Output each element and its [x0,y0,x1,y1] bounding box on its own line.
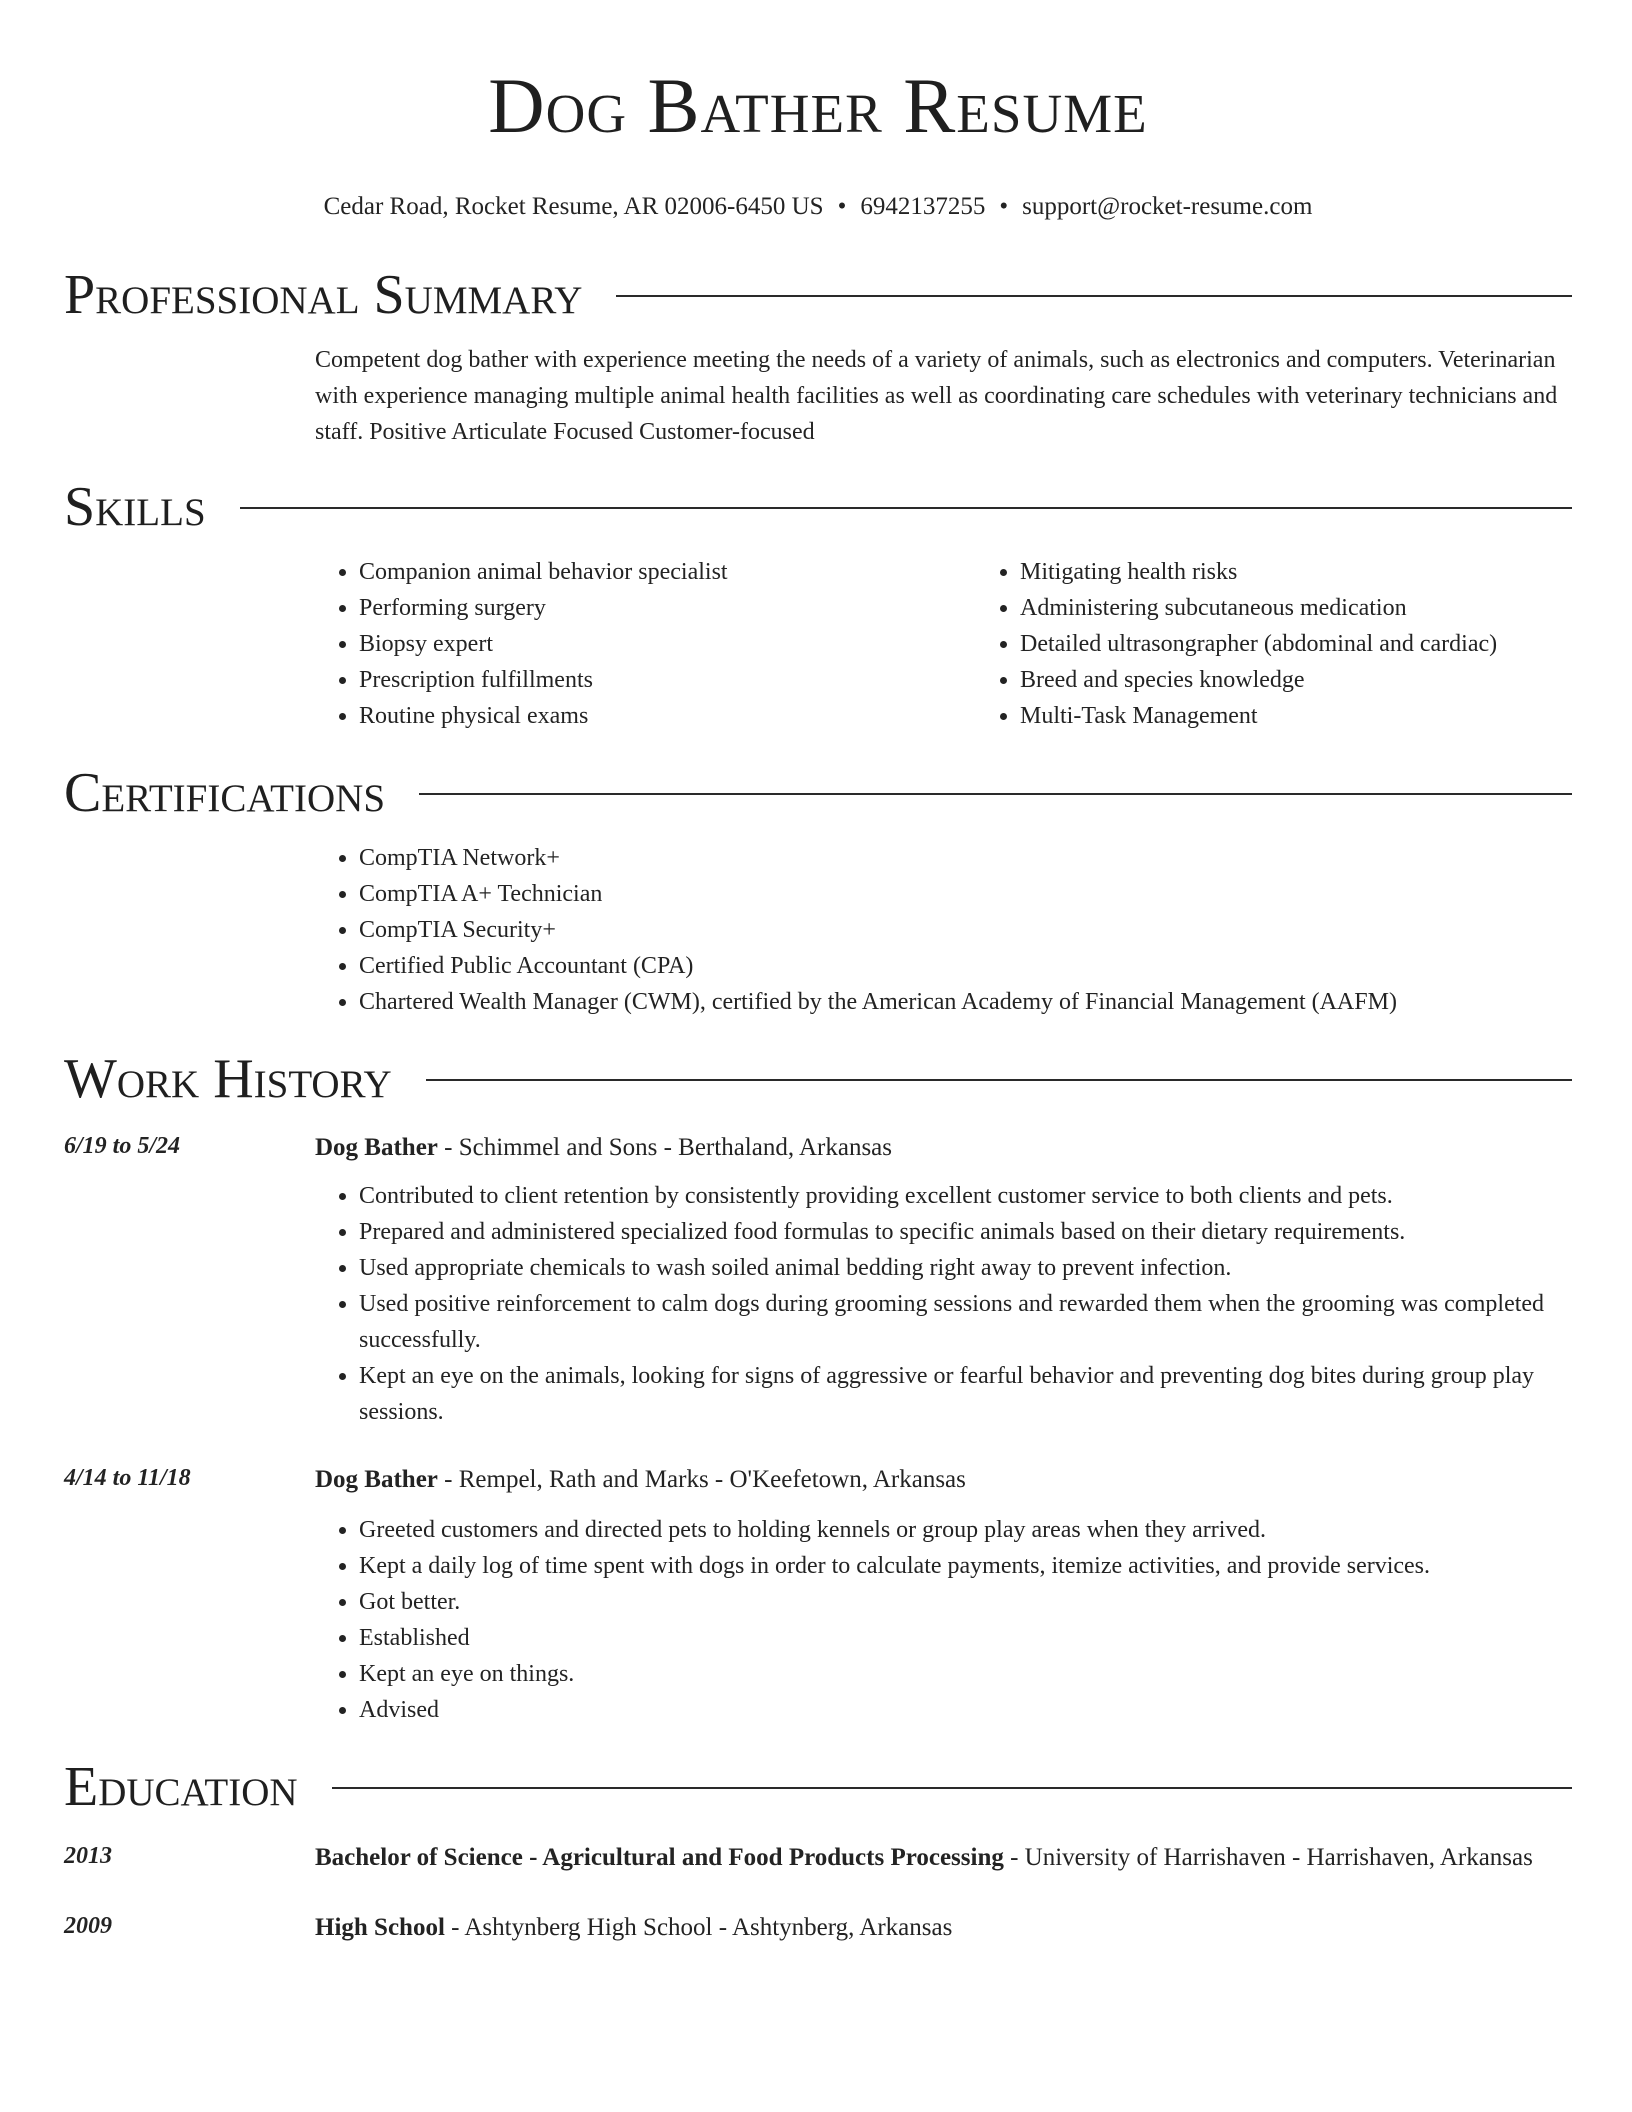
section-title: Certifications [64,762,386,824]
list-item: • Biopsy expert [359,626,932,662]
list-item: • Mitigating health risks [1020,554,1520,590]
separator: • [999,193,1009,220]
separator: • [837,193,847,220]
certifications-section [64,758,1572,1020]
section-title: Work History [64,1048,392,1110]
email-link[interactable]: support@rocket-resume.com [1022,193,1313,220]
job-bullets [315,1512,1572,1728]
list-item: • Kept a daily log of time spent with dogs in order to calculate payments, itemize activities, and provide services. [359,1548,1572,1584]
education-year: 2009 [64,1913,112,1939]
job-dates: 6/19 to 5/24 [64,1133,181,1159]
job-entry [64,1128,1572,1430]
job-role: Dog Bather [315,1134,438,1161]
skills-columns [315,554,1572,734]
section-divider [332,1787,1572,1789]
section-divider [419,793,1572,795]
job-dates: 4/14 to 11/18 [64,1465,191,1491]
summary-section [64,260,1572,450]
phone: 6942137255 [860,193,986,220]
work-history-section [64,1044,1572,1728]
list-item: • Advised [359,1692,1572,1728]
job-heading [315,1460,1572,1500]
list-item: • Certified Public Accountant (CPA) [359,948,1572,984]
list-item: • Contributed to client retention by consistently providing excellent customer service to both clients and pets. [359,1178,1572,1214]
section-header [64,1044,1572,1114]
list-item: • Breed and species knowledge [1020,662,1520,698]
job-body [315,1460,1572,1728]
job-heading [315,1128,1572,1168]
education-entry [64,1908,1572,1948]
section-divider [426,1079,1572,1081]
section-header [64,260,1572,330]
education-body [315,1838,1572,1878]
education-body [315,1908,1572,1948]
section-title: Education [64,1756,298,1818]
section-header [64,472,1572,542]
address: Cedar Road, Rocket Resume, AR 02006-6450 US [323,193,824,220]
section-title: Professional Summary [64,264,583,326]
section-header [64,1752,1572,1822]
section-divider [240,507,1572,509]
certifications-list [315,840,1572,1020]
list-item: • Prescription fulfillments [359,662,932,698]
education-heading [315,1838,1572,1878]
list-item: • Used appropriate chemicals to wash soiled animal bedding right away to prevent infection. [359,1250,1572,1286]
list-item: • CompTIA Security+ [359,912,1572,948]
contact-line [64,190,1572,224]
job-details: - Schimmel and Sons - Berthaland, Arkansas [437,1134,892,1161]
resume-page [64,0,1572,1948]
job-body [315,1128,1572,1430]
list-item: • Used positive reinforcement to calm dogs during grooming sessions and rewarded them when the grooming was completed successfully. [359,1286,1572,1358]
list-item: • Routine physical exams [359,698,932,734]
job-role: Dog Bather [315,1466,438,1493]
list-item: • Performing surgery [359,590,932,626]
skills-section [64,472,1572,734]
skills-list-left [315,554,932,734]
list-item: • Companion animal behavior specialist [359,554,932,590]
job-details: - Rempel, Rath and Marks - O'Keefetown, Arkansas [437,1466,966,1493]
education-details: - University of Harrishaven - Harrishaven, Arkansas [1003,1844,1533,1871]
education-details: - Ashtynberg High School - Ashtynberg, Arkansas [444,1914,953,1941]
list-item: • Kept an eye on the animals, looking for signs of aggressive or fearful behavior and preventing dog bites during group play sessions. [359,1358,1572,1430]
resume-title: Dog Bather Resume [488,62,1148,149]
summary-text: Competent dog bather with experience meeting the needs of a variety of animals, such as electronics and computers. Veterinarian with experience managing multiple animal health facilities as well as coordinating care schedules with veterinary technicians and staff. Positive Articulate Focused Customer-focused [315,347,1558,445]
list-item: • Prepared and administered specialized food formulas to specific animals based on their dietary requirements. [359,1214,1572,1250]
education-section [64,1752,1572,1948]
list-item: • Established [359,1620,1572,1656]
job-bullets [315,1178,1572,1430]
section-title: Skills [64,476,206,538]
list-item: • Administering subcutaneous medication [1020,590,1520,626]
education-year: 2013 [64,1843,112,1869]
job-entry [64,1460,1572,1728]
list-item: • CompTIA A+ Technician [359,876,1572,912]
education-degree: High School [315,1914,445,1941]
list-item: • Greeted customers and directed pets to holding kennels or group play areas when they arrived. [359,1512,1572,1548]
certifications-body [315,840,1572,1020]
education-heading [315,1908,1572,1948]
list-item: • Detailed ultrasongrapher (abdominal and cardiac) [1020,626,1520,662]
education-degree: Bachelor of Science - Agricultural and Food Products Processing [315,1844,1004,1871]
list-item: • Multi-Task Management [1020,698,1520,734]
section-divider [616,295,1572,297]
list-item: • Got better. [359,1584,1572,1620]
list-item: • Kept an eye on things. [359,1656,1572,1692]
list-item: • CompTIA Network+ [359,840,1572,876]
list-item: • Chartered Wealth Manager (CWM), certified by the American Academy of Financial Management (AAFM) [359,984,1572,1020]
section-header [64,758,1572,828]
education-entry [64,1838,1572,1878]
skills-list-right [976,554,1520,734]
